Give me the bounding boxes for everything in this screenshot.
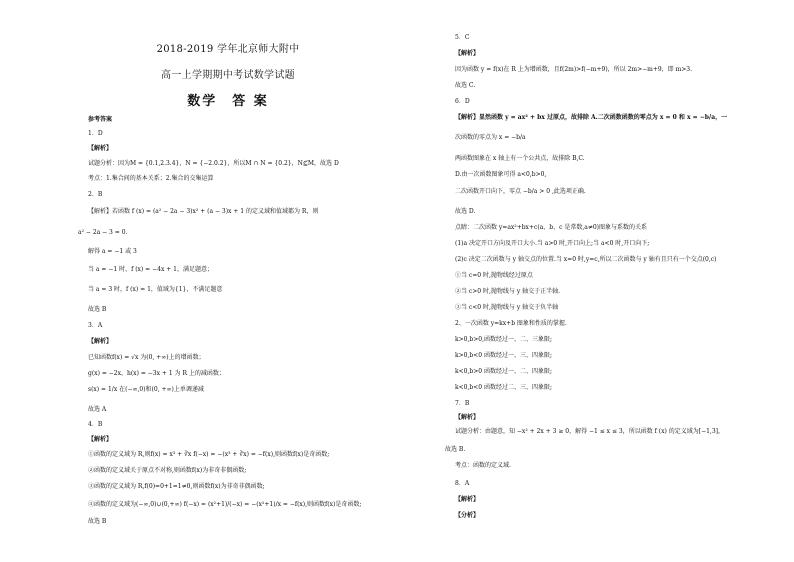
left-line: 故选 B (88, 306, 107, 313)
school-title: 2018-2019 学年北京师大附中 (156, 44, 300, 55)
left-line: 当 a = 3 时，f (x) = 1，值域为{1}，不满足题意 (88, 286, 223, 293)
right-line: 故选 C. (455, 82, 476, 89)
right-line: ②当 c>0 时,抛物线与 y 轴交于正半轴. (455, 288, 561, 295)
right-line: 8．A (455, 480, 470, 487)
subject-title: 数学 答 案 (187, 94, 269, 109)
left-line: 1．D (88, 130, 103, 137)
right-line: 【分析】 (455, 512, 480, 519)
left-line: s(x) = 1/x 在(−∞,0)和(0, +∞)上单调递减 (88, 386, 204, 393)
left-line: 考点：1.集合间的基本关系；2.集合的交集运算 (88, 175, 214, 182)
exam-title: 高一上学期期中考试数学试题 (161, 70, 295, 81)
right-line: 试题分析：由题意，知 −x² + 2x + 3 ≥ 0，解得 −1 ≤ x ≤ 3，所以函数 f (x) 的定义域为[−1,3]， (455, 428, 724, 435)
right-line: k>0,b<0 函数经过一、三、四象限; (455, 352, 553, 359)
right-line: k>0,b>0,函数经过一、二、三象限; (455, 336, 553, 343)
right-line: k<0,b>0 函数经过一、二、四象限; (455, 368, 553, 375)
left-line: 参考答案 (88, 116, 113, 123)
right-line: (2)c 决定二次函数与 y 轴交点的位置.当 x=0 时,y=c,所以二次函数与 y 轴有且只有一个交点(0,c) (455, 256, 717, 263)
left-line: 【解析】 (88, 145, 113, 152)
left-line: a² − 2a − 3 = 0． (78, 229, 132, 236)
right-line: 次函数的零点为 x = −b/a (455, 134, 526, 141)
left-line: 解得 a = −1 或 3 (88, 248, 137, 255)
left-line: 试题分析：因为M = {0.1,2.3.4}，N = {−2.0.2}，所以M ∩ N = {0.2}，N⊈M，故选 D (88, 160, 339, 167)
right-line: 【解析】显然函数 y = ax² + bx 过原点，故排除 A.二次函数函数的零点为 x = 0 和 x = −b/a，一 (455, 114, 728, 121)
right-line: 二次函数开口向下，零点 −b/a > 0 ,此选项正确. (455, 188, 586, 195)
right-line: (1)a 决定开口方向及开口大小.当 a>0 时,开口向上;当 a<0 时,开口向下; (455, 240, 650, 247)
left-line: 故选 B (88, 518, 107, 525)
right-line: 7．B (455, 400, 470, 407)
left-line: 【解析】 (88, 338, 113, 345)
left-line: 当 a = −1 时，f (x) = −4x + 1，满足题意； (88, 266, 214, 273)
right-line: ①当 c=0 时,抛物线经过原点 (455, 272, 533, 279)
left-line: 故选 A (88, 406, 107, 413)
right-line: ③当 c<0 时,抛物线与 y 轴交于负半轴 (455, 304, 559, 311)
right-line: 考点：函数的定义域. (455, 462, 511, 469)
left-line: 3．A (88, 322, 103, 329)
left-line: ③函数的定义域为 R,f(0)=0+1=1≠0,则函数f(x)为非奇非偶函数; (88, 483, 265, 490)
right-line: k<0,b<0 函数经过二、三、四象限; (455, 384, 553, 391)
right-line: 故选 B. (445, 446, 466, 453)
right-line: 6．D (455, 98, 470, 105)
left-line: 2．B (88, 191, 103, 198)
right-line: 因为函数 y = f(x)在 R 上为增函数，且f(2m)>f(−m+9)，所以 2m>−m+9，即 m>3. (455, 66, 693, 73)
left-line: ②函数的定义域关于原点不对称,则函数f(x)为非奇非偶函数; (88, 467, 247, 474)
left-line: g(x) = −2x，h(x) = −3x + 1 为 R 上的减函数； (88, 370, 225, 377)
left-line: 已知函数f(x) = √x 为(0, +∞)上的增函数； (88, 354, 205, 361)
left-line: 【解析】 (88, 436, 113, 443)
right-line: 5．C (455, 34, 470, 41)
right-line: 点睛：二次函数 y=ax²+bx+c(a、b、c 是常数,a≠0)图象与系数的关系 (455, 224, 648, 231)
right-line: 【解析】 (455, 414, 480, 421)
right-line: 【解析】 (455, 50, 480, 57)
left-line: 4．B (88, 421, 103, 428)
right-line: D.由一次函数图象可得 a<0,b>0, (455, 171, 547, 178)
right-line: 两函数图象在 x 轴上有一个公共点，故排除 B,C. (455, 155, 585, 162)
right-line: 故选 D. (455, 208, 476, 215)
left-line: ①函数的定义域为 R,则f(x) = x³ + ∛x f(−x) = −(x³ + ∛x) = −f(x),则函数f(x)是奇函数; (88, 451, 330, 458)
left-line: ④函数的定义域为(−∞,0)∪(0,+∞) f(−x) = (x²+1)/(−x) = −(x²+1)/x = −f(x),则函数f(x)是奇函数; (88, 501, 362, 508)
right-line: 2、一次函数 y=kx+b 图象和性质的掌握. (455, 320, 567, 327)
left-line: 【解析】若函数 f (x) = (a² − 2a − 3)x² + (a − 3)x + 1 的定义域和值域都为 R，则 (88, 208, 319, 215)
right-line: 【解析】 (455, 496, 480, 503)
